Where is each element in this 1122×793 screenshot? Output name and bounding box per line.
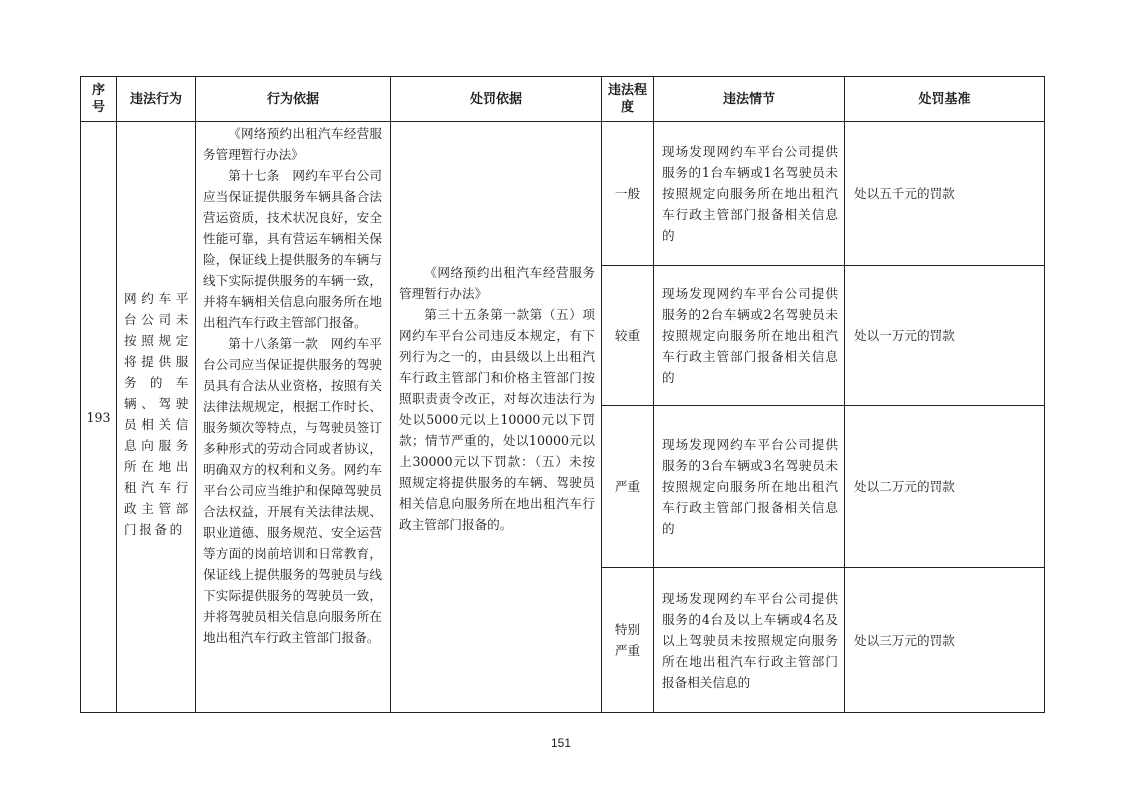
- page-number: 151: [550, 736, 572, 750]
- degree-cell: 特别严重: [602, 568, 654, 713]
- basis-title: 《网络预约出租汽车经营服务管理暂行办法》: [203, 126, 382, 162]
- circumstance-cell: 现场发现网约车平台公司提供服务的3台车辆或3名驾驶员未按照规定向服务所在地出租汽车行政主管部门报备相关信息的: [654, 406, 845, 568]
- penalty-standard-table: [80, 76, 1045, 713]
- degree-cell: 较重: [602, 266, 654, 406]
- header-standard: 处罚基准: [845, 77, 1045, 122]
- basis-article-18: 第十八条第一款 网约车平台公司应当保证提供服务的驾驶员具有合法从业资格，按照有关法律法规规定，根据工作时长、服务频次等特点，与驾驶员签订多种形式的劳动合同或者协议，明确双方的权利和义务。网约车平台公司应当维护和保障驾驶员合法权益，开展有关法律法规、职业道德、服务规范、安全运营等方面的岗前培训和日常教育，保证线上提供服务的驾驶员与线下实际提供服务的驾驶员一致，并将驾驶员相关信息向服务所在地出租汽车行政主管部门报备。: [203, 336, 382, 645]
- penalty-basis-cell: [391, 122, 608, 713]
- basis-article-17: 第十七条 网约车平台公司应当保证提供服务车辆具备合法营运资质，技术状况良好，安全性能可靠，具有营运车辆相关保险，保证线上提供服务的车辆与线下实际提供服务的车辆一致，并将车辆相关信息向服务所在地出租汽车行政主管部门报备。: [203, 168, 382, 330]
- header-violation: 违法行为: [117, 77, 196, 122]
- header-index: 序号: [81, 77, 117, 122]
- header-row: [81, 77, 1045, 122]
- standard-cell: 处以二万元的罚款: [845, 406, 1045, 568]
- header-basis: 行为依据: [196, 77, 391, 122]
- penalty-basis-article-35: 第三十五条第一款第（五）项 网约车平台公司违反本规定，有下列行为之一的，由县级以上出租汽车行政主管部门和价格主管部门按照职责责令改正，对每次违法行为处以5000元以上10000元以下罚款；情节严重的，处以10000元以上30000元以下罚款：（五）未按照规定将提供服务的车辆、驾驶员相关信息向服务所在地出租汽车行政主管部门报备的。: [399, 307, 608, 532]
- violation-cell: 网约车平台公司未按照规定将提供服务的车辆、驾驶员相关信息向服务所在地出租汽车行政主管部门报备的: [117, 122, 196, 713]
- header-degree: 违法程度: [602, 77, 654, 122]
- row-index: 193: [81, 122, 117, 713]
- standard-cell: 处以一万元的罚款: [845, 266, 1045, 406]
- penalty-basis-title: 《网络预约出租汽车经营服务管理暂行办法》: [399, 265, 595, 301]
- standard-cell: 处以三万元的罚款: [845, 568, 1045, 713]
- standard-cell: 处以五千元的罚款: [845, 122, 1045, 266]
- circumstance-cell: 现场发现网约车平台公司提供服务的1台车辆或1名驾驶员未按照规定向服务所在地出租汽车行政主管部门报备相关信息的: [654, 122, 845, 266]
- header-penalty-basis: 处罚依据: [391, 77, 602, 122]
- basis-cell: [196, 122, 391, 713]
- degree-cell: 严重: [602, 406, 654, 568]
- circumstance-cell: 现场发现网约车平台公司提供服务的4台及以上车辆或4名及以上驾驶员未按照规定向服务所在地出租汽车行政主管部门报备相关信息的: [654, 568, 845, 713]
- circumstance-cell: 现场发现网约车平台公司提供服务的2台车辆或2名驾驶员未按照规定向服务所在地出租汽车行政主管部门报备相关信息的: [654, 266, 845, 406]
- degree-cell: 一般: [602, 122, 654, 266]
- header-circumstance: 违法情节: [654, 77, 845, 122]
- table-row: [81, 122, 1045, 266]
